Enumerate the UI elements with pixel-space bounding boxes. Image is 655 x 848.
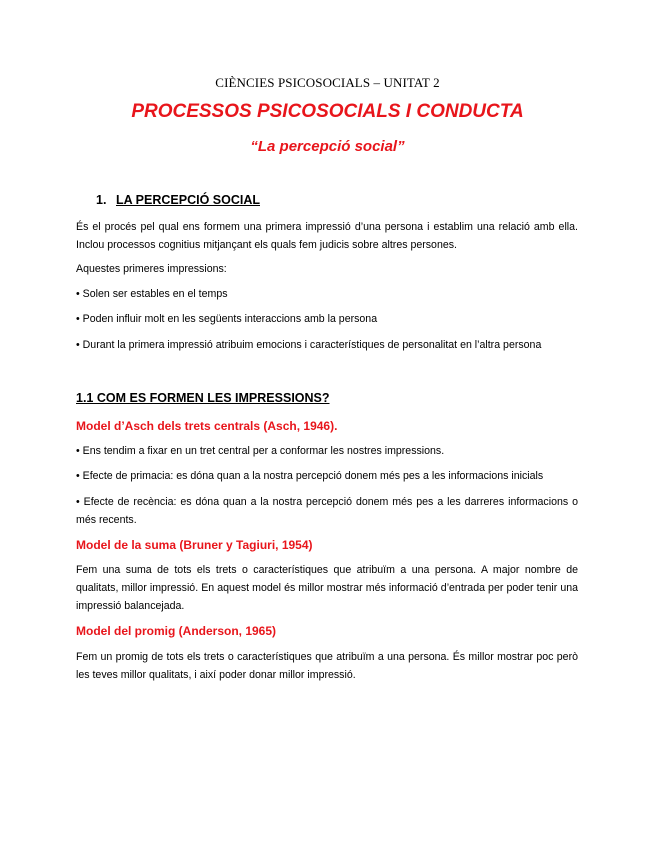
list-item: • Efecte de primacia: es dóna quan a la nostra percepció donem més pes a les informacions inicials <box>76 470 544 482</box>
average-model-heading: Model del promig (Anderson, 1965) <box>76 624 277 638</box>
section-title: LA PERCEPCIÓ SOCIAL <box>116 193 260 207</box>
list-item: • Durant la primera impressió atribuim emocions i característiques de personalitat en l’altra persona <box>76 339 542 351</box>
list-item: • Efecte de recència: es dóna quan a la nostra percepció donem més pes a les darreres informacions o més recents. <box>76 496 578 526</box>
section-1-intro: És el procés pel qual ens formem una primera impressió d’una persona i establim una relació amb ella. Inclou processos cognitius mitjançant els quals fem judicis sobre altres persones. <box>76 221 578 251</box>
average-model-text: Fem un promig de tots els trets o característiques que atribuïm a una persona. És millor mostrar poc però les teves millor qualitats, i així poder donar millor impressió. <box>76 651 578 681</box>
sum-model-text: Fem una suma de tots els trets o característiques que atribuïm a una persona. A major nombre de qualitats, millor impressió. En aquest model és millor mostrar més informació d’entrada per poder tenir una impressió balancejada. <box>76 564 578 612</box>
section-1-1-heading: 1.1 COM ES FORMEN LES IMPRESSIONS? <box>76 391 330 405</box>
document-title: PROCESSOS PSICOSOCIALS I CONDUCTA <box>131 101 524 122</box>
list-item: • Ens tendim a fixar en un tret central per a conformar les nostres impressions. <box>76 445 445 457</box>
document-subtitle: “La percepció social” <box>250 138 405 155</box>
list-item: • Poden influir molt en les següents interaccions amb la persona <box>76 313 378 325</box>
sum-model-heading: Model de la suma (Bruner y Tagiuri, 1954) <box>76 538 313 552</box>
section-number: 1. <box>96 193 107 207</box>
asch-model-heading: Model d’Asch dels trets centrals (Asch, 1946). <box>76 419 338 433</box>
list-item: • Solen ser estables en el temps <box>76 288 228 300</box>
document-header: CIÈNCIES PSICOSOCIALS – UNITAT 2 <box>215 75 440 90</box>
list-intro: Aquestes primeres impressions: <box>76 263 227 275</box>
